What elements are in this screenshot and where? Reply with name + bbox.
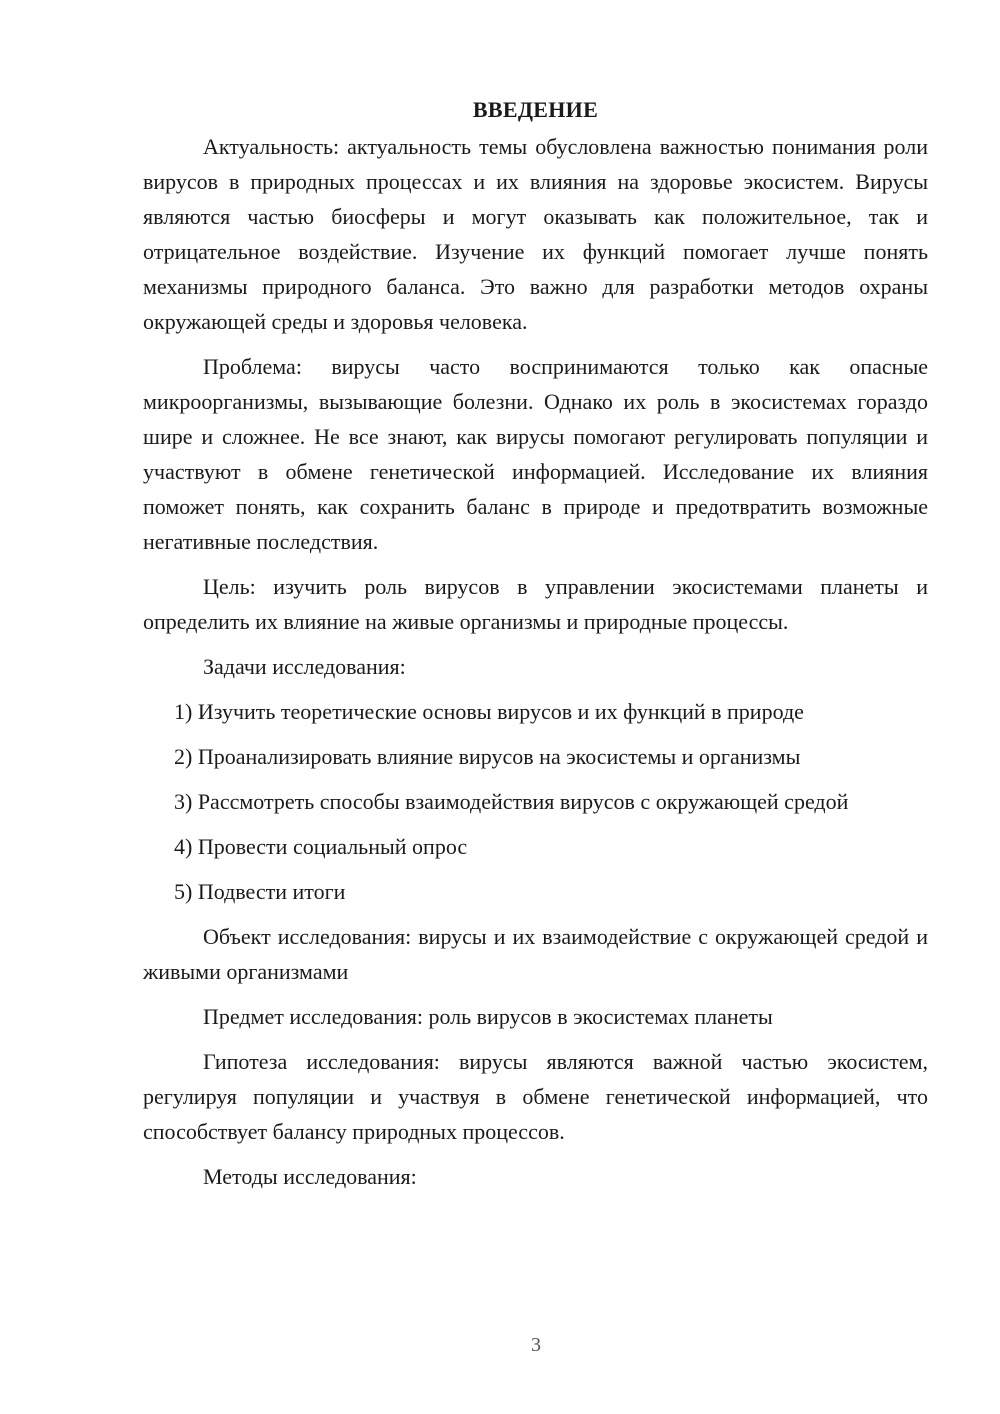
page-content (143, 95, 928, 1204)
task-item: 4) Провести социальный опрос (174, 834, 468, 859)
task-item: 3) Рассмотреть способы взаимодействия вирусов с окружающей средой (174, 789, 849, 814)
page-number: 3 (531, 1334, 541, 1356)
methods-heading: Методы исследования: (203, 1164, 417, 1189)
subject-paragraph: Предмет исследования: роль вирусов в экосистемах планеты (203, 1004, 773, 1029)
tasks-list (143, 694, 928, 909)
task-item: 2) Проанализировать влияние вирусов на экосистемы и организмы (174, 744, 801, 769)
task-item: 5) Подвести итоги (174, 879, 346, 904)
problem-paragraph: Проблема: вирусы часто воспринимаются только как опасные микроорганизмы, вызывающие болезни. Однако их роль в экосистемах гораздо шире и сложнее. Не все знают, как вирусы помогают регулировать популяции и участвуют в обмене генетической информацией. Исследование их влияния поможет понять, как сохранить баланс в природе и предотвратить возможные негативные последствия. (143, 354, 928, 554)
goal-paragraph: Цель: изучить роль вирусов в управлении экосистемами планеты и определить их влияние на живые организмы и природные процессы. (143, 574, 928, 634)
task-item: 1) Изучить теоретические основы вирусов и их функций в природе (174, 699, 804, 724)
page-title: ВВЕДЕНИЕ (472, 97, 599, 122)
object-paragraph: Объект исследования: вирусы и их взаимодействие с окружающей средой и живыми организмами (143, 924, 928, 984)
tasks-heading: Задачи исследования: (203, 654, 406, 679)
relevance-paragraph: Актуальность: актуальность темы обусловлена важностью понимания роли вирусов в природных процессах и их влияния на здоровье экосистем. Вирусы являются частью биосферы и могут оказывать как положительное, так и отрицательное воздействие. Изучение их функций помогает лучше понять механизмы природного баланса. Это важно для разработки методов охраны окружающей среды и здоровья человека. (143, 134, 928, 334)
hypothesis-paragraph: Гипотеза исследования: вирусы являются важной частью экосистем, регулируя популяции и участвуя в обмене генетической информацией, что способствует балансу природных процессов. (143, 1049, 928, 1144)
